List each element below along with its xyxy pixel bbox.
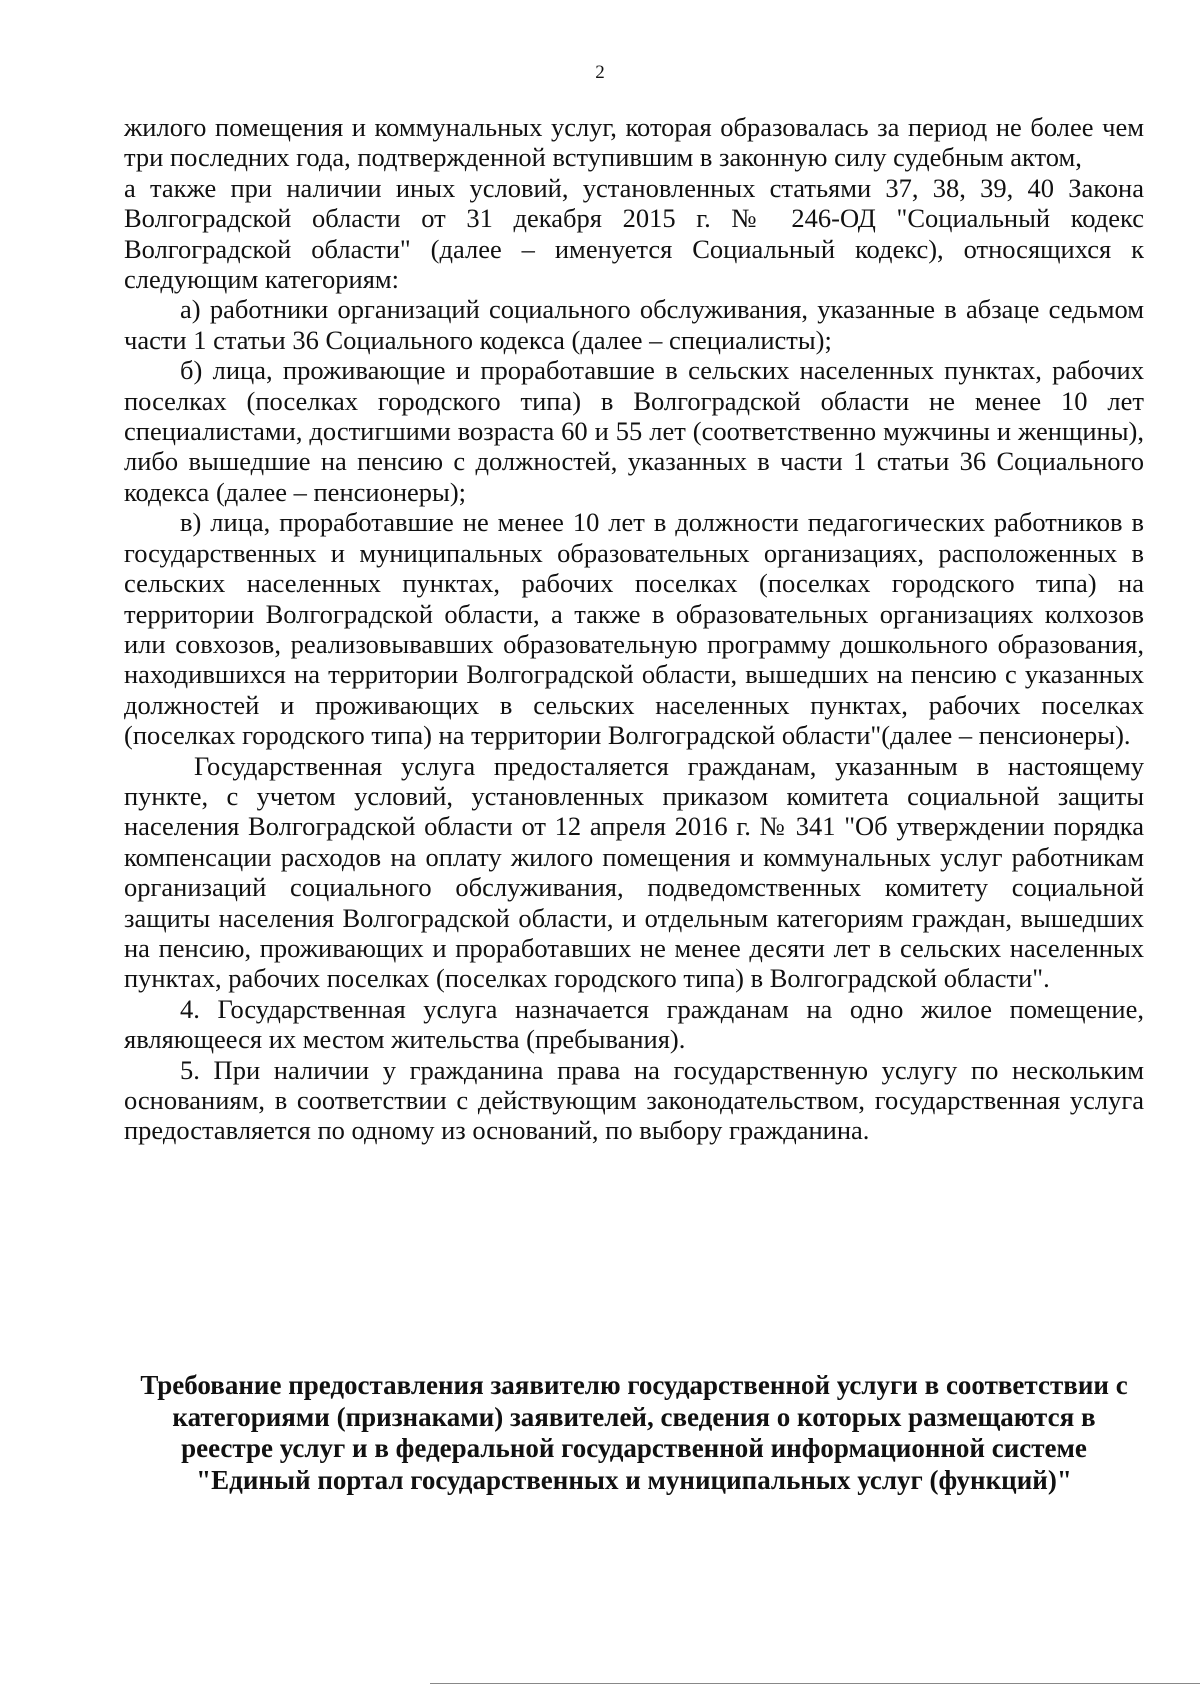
paragraph-item-4: 4. Государственная услуга назначается гражданам на одно жилое помещение, являющееся их местом жительства (пребывания). xyxy=(124,993,1144,1055)
paragraph-category-c: в) лица, проработавшие не менее 10 лет в должности педагогических работников в государственных и муниципальных образовательных организациях, расположенных в сельских населенных пунктах, рабочих поселках (поселках городского типа) на территории Волгоградской области, а также в образовательных организациях колхозов или совхозов, реализовывавших образовательную программу дошкольного образования, находившихся на территории Волгоградской области, вышедших на пенсию с указанных должностей и проживающих в сельских населенных пунктах, рабочих поселках (поселках городского типа) на территории Волгоградской области"(далее – пенсионеры). xyxy=(124,507,1144,751)
bottom-divider xyxy=(430,1683,1200,1684)
section-heading: Требование предоставления заявителю государственной услуги в соответствии с категориями (признаками) заявителей, сведения о которых размещаются в реестре услуг и в федеральной государственной информационной системе "Единый портал государственных и муниципальных услуг (функций)" xyxy=(140,1370,1128,1495)
paragraph-service-conditions: Государственная услуга предосталяется гражданам, указанным в настоящему пункте, с учетом условий, установленных приказом комитета социальной защиты населения Волгоградской области от 12 апреля 2016 г. № 341 "Об утверждении порядка компенсации расходов на оплату жилого помещения и коммунальных услуг работникам организаций социального обслуживания, подведомственных комитету социальной защиты населения Волгоградской области, и отдельным категориям граждан, вышедших на пенсию, проживающих и проработавших не менее десяти лет в сельских населенных пунктах, рабочих поселках (поселках городского типа) в Волгоградской области". xyxy=(124,750,1144,994)
paragraph-category-a: а) работники организаций социального обслуживания, указанные в абзаце седьмом части 1 статьи 36 Социального кодекса (далее – специалисты); xyxy=(124,294,1144,355)
paragraph-item-5: 5. При наличии у гражданина права на государственную услугу по нескольким основаниям, в соответствии с действующим законодательством, государственная услуга предоставляется по одному из оснований, по выбору гражданина. xyxy=(124,1054,1144,1146)
paragraph-category-b: б) лица, проживающие и проработавшие в сельских населенных пунктах, рабочих поселках (поселках городского типа) в Волгоградской области не менее 10 лет специалистами, достигшими возраста 60 и 55 лет (соответственно мужчины и женщины), либо вышедшие на пенсию с должностей, указанных в части 1 статьи 36 Социального кодекса (далее – пенсионеры); xyxy=(124,355,1144,507)
document-body xyxy=(124,112,1144,1146)
paragraph-continuation: жилого помещения и коммунальных услуг, которая образовалась за период не более чем три последних года, подтвержденной вступившим в законную силу судебным актом, xyxy=(124,112,1144,173)
page-number: 2 xyxy=(595,62,605,83)
paragraph-conditions: а также при наличии иных условий, установленных статьями 37, 38, 39, 40 Закона Волгоградской области от 31 декабря 2015 г. № 246-ОД "Социальный кодекс Волгоградской области" (далее – именуется Социальный кодекс), относящихся к следующим категориям: xyxy=(124,172,1144,295)
